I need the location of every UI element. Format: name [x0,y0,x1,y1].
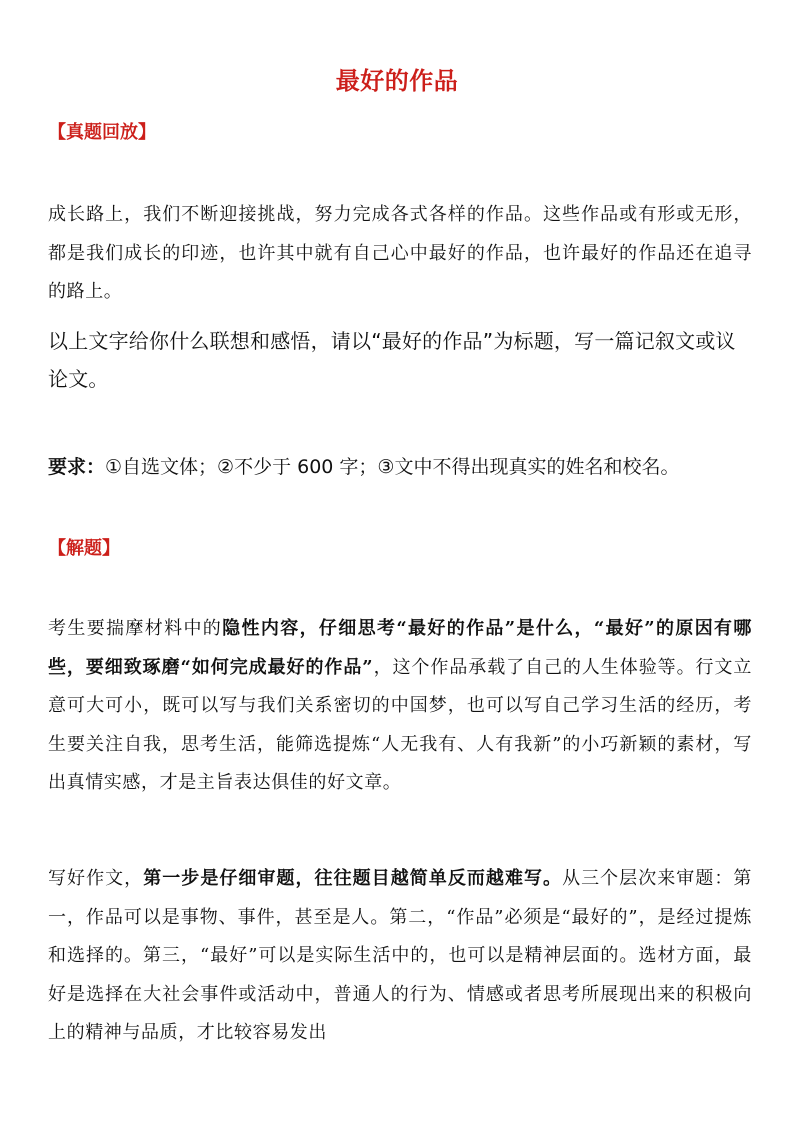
section-heading-exam-review: 【真题回放】 [48,122,156,143]
section-heading-analysis: 【解题】 [48,538,120,559]
analysis-paragraph-text: ，这个作品承载了自己的人生体验等。行文立意可大可小，既可以写与我们关系密切的中国梦，也可以写自己学习生活的经历，考生要关注自我，思考生活，能筛选提炼“人无我有、人有我新”的小巧新颖的素材，写出真情实感，才是主旨表达俱佳的好文章。 [48,656,752,793]
analysis-paragraph [48,860,752,1053]
analysis-paragraph-text: 写好作文， [48,868,144,889]
prompt-paragraph: 以上文字给你什么联想和感悟，请以“最好的作品”为标题，写一篇记叙文或议论文。 [48,329,736,391]
requirements-text: ①自选文体；②不少于 600 字；③文中不得出现真实的姓名和校名。 [105,456,680,478]
analysis-paragraph [48,610,752,803]
analysis-paragraph-text: 从三个层次来审题：第一，作品可以是事物、事件，甚至是人。第二，“作品”必须是“最好的”，是经过提炼和选择的。第三，“最好”可以是实际生活中的，也可以是精神层面的。选材方面，最好是选择在大社会事件或活动中，普通人的行为、情感或者思考所展现出来的积极向上的精神与品质，才比较容易发出 [48,868,753,1043]
analysis-paragraph-emphasis: 第一步是仔细审题，往往题目越简单反而越难写。 [143,868,563,889]
analysis-paragraph-text: 考生要揣摩材料中的 [48,618,223,639]
material-paragraph: 成长路上，我们不断迎接挑战，努力完成各式各样的作品。这些作品或有形或无形，都是我们成长的印迹，也许其中就有自己心中最好的作品，也许最好的作品还在追寻的路上。 [48,204,752,302]
analysis-paragraph-emphasis: 隐性内容，仔细思考“最好的作品”是什么，“最好”的原因有哪些，要细致琢磨“如何完成最好的作品” [48,618,753,678]
requirements-label: 要求： [48,456,106,478]
requirements-line [48,448,752,486]
page-title: 最好的作品 [335,67,459,95]
